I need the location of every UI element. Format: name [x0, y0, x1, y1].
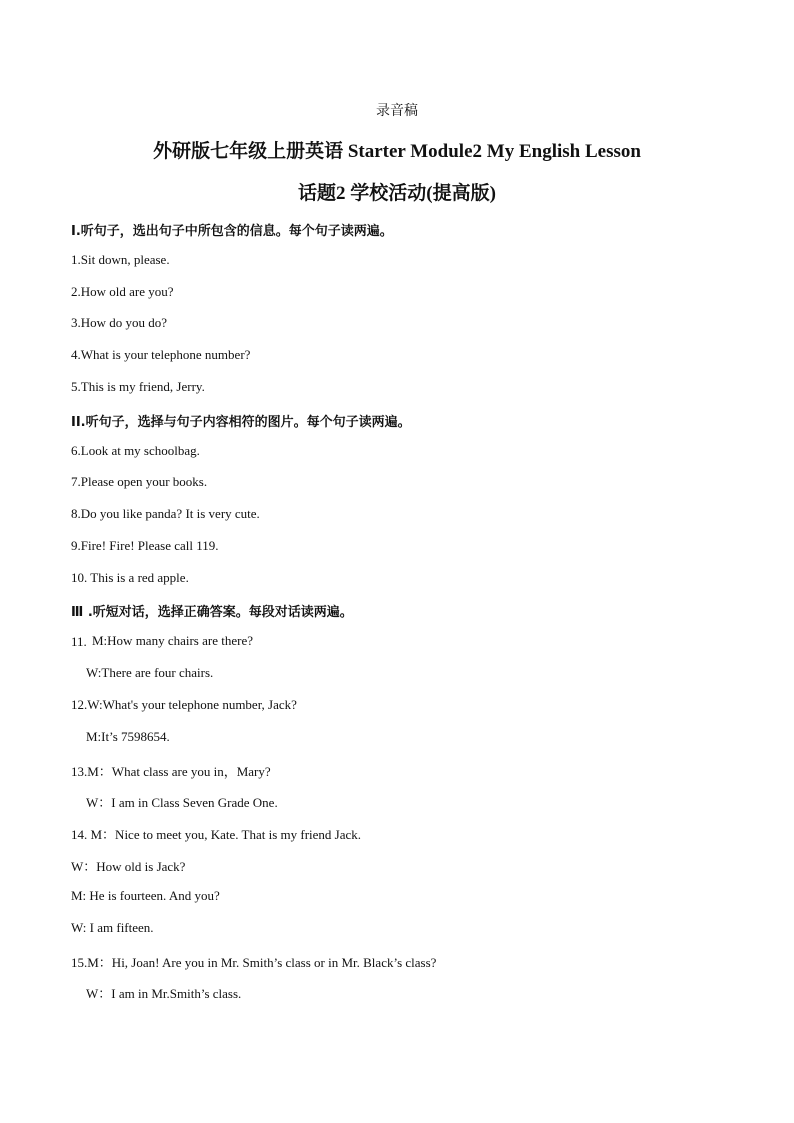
dialogue-line: 14. M：Nice to meet you, Kate. That is my friend Jack.	[71, 827, 362, 842]
section-1-item: 4.What is your telephone number?	[71, 347, 251, 362]
dialogue-line: W：I am in Mr.Smith’s class.	[86, 986, 242, 1001]
section-2-item: 7.Please open your books.	[71, 474, 208, 489]
document-title: 外研版七年级上册英语 Starter Module2 My English Lesson	[153, 141, 641, 162]
dialogue-line: W：How old is Jack?	[71, 859, 186, 874]
section-1-item: 1.Sit down, please.	[71, 252, 170, 267]
section-2-item: 8.Do you like panda? It is very cute.	[71, 506, 260, 521]
section-1-item: 5.This is my friend, Jerry.	[71, 379, 205, 394]
dialogue-line: 15.M：Hi, Joan! Are you in Mr. Smith’s class or in Mr. Black’s class?	[71, 955, 437, 970]
document-subtitle: 话题2 学校活动(提高版)	[298, 183, 496, 204]
document-caption: 录音稿	[376, 103, 418, 119]
section-3-heading: Ⅲ .听短对话，选择正确答案。每段对话读两遍。	[71, 605, 353, 620]
dialogue-line: M: He is fourteen. And you?	[71, 888, 220, 903]
dialogue-line: W:There are four chairs.	[86, 665, 214, 680]
section-2-item: 9.Fire! Fire! Please call 119.	[71, 538, 219, 553]
dialogue-line: W：I am in Class Seven Grade One.	[86, 795, 278, 810]
section-2-item: 6.Look at my schoolbag.	[71, 443, 200, 458]
dialogue-line: 13.M：What class are you in，Mary?	[71, 764, 271, 779]
section-1-item: 3.How do you do?	[71, 315, 168, 330]
dialogue-line: W: I am fifteen.	[71, 920, 154, 935]
section-1-item: 2.How old are you?	[71, 284, 174, 299]
dialogue-line: M:It’s 7598654.	[86, 729, 170, 744]
question-11-number: 11.	[71, 634, 87, 649]
section-2-item: 10. This is a red apple.	[71, 570, 189, 585]
dialogue-line: 12.W:What's your telephone number, Jack?	[71, 697, 297, 712]
dialogue-line: M:How many chairs are there?	[92, 633, 253, 648]
section-1-heading: I.听句子，选出句子中所包含的信息。每个句子读两遍。	[71, 224, 393, 239]
section-2-heading: II.听句子，选择与句子内容相符的图片。每个句子读两遍。	[71, 415, 411, 430]
